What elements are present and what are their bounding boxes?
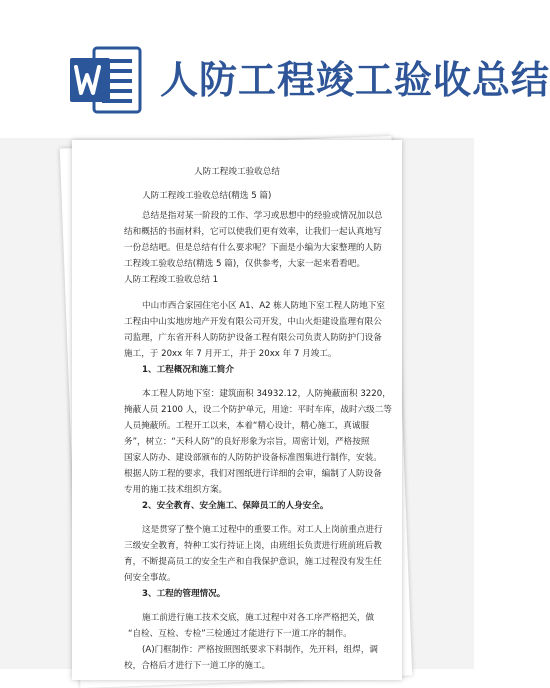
doc-line: 务”，树立：“天科人防”的良好形象为宗旨，周密计划，严格按照 xyxy=(124,437,370,447)
doc-line: “自检、互检、专检”三检通过才能进行下一道工序的制作。 xyxy=(128,629,352,639)
banner-title: 人防工程竣工验收总结 xyxy=(160,57,550,102)
doc-line: 人员掩蔽所。工程开工以来，本着“精心设计，精心施工，真诚服 xyxy=(124,421,370,431)
document-title: 人防工程竣工验收总结 xyxy=(194,167,280,177)
doc-line: 本工程人防地下室：建筑面积 34932.12，人防掩蔽面积 3220， xyxy=(142,389,391,399)
section-heading: 1、工程概况和施工简介 xyxy=(142,365,234,375)
doc-line: (A)门框制作：严格按照图纸要求下料制作，先开料，组焊，调 xyxy=(142,645,379,655)
doc-line: 施工前进行施工技术交底，施工过程中对各工序严格把关，做 xyxy=(142,613,375,623)
doc-line: 司监理，广东省开科人防防护设备工程有限公司负责人防防护门设备 xyxy=(124,333,382,343)
doc-line: 结和概括的书面材料，它可以使我们更有效率，让我们一起认真地写 xyxy=(124,227,382,237)
doc-line: 工程由中山实地房地产开发有限公司开发，中山火炬建设监理有限公 xyxy=(124,317,382,327)
document-preview xyxy=(0,138,474,669)
banner xyxy=(0,0,550,138)
doc-line: 专用的施工技术组织方案。 xyxy=(124,485,228,495)
document-page xyxy=(72,140,402,680)
doc-line: 校，合格后才进行下一道工序的施工。 xyxy=(124,661,271,671)
doc-line: 育，不断提高员工的安全生产和自我保护意识，施工过程没有发生任 xyxy=(124,557,382,567)
doc-line: 施工，于 20xx 年 7 月开工，并于 20xx 年 7 月竣工。 xyxy=(124,349,337,359)
doc-line: 总结是指对某一阶段的工作、学习或思想中的经验或情况加以总 xyxy=(142,211,383,221)
word-icon xyxy=(68,42,144,118)
doc-line: 这是贯穿了整个施工过程中的重要工作。对工人上岗前重点进行 xyxy=(142,525,383,535)
doc-line: 工程竣工验收总结(精选 5 篇)，仅供参考，大家一起来看看吧。 xyxy=(124,259,366,269)
doc-line: 国家人防办、建设部颁布的人防防护设备标准图集进行制作，安装。 xyxy=(124,453,382,463)
doc-line: 何安全事故。 xyxy=(124,573,176,583)
section-heading: 人防工程竣工验收总结 1 xyxy=(124,275,219,285)
section-heading: 3、工程的管理情况。 xyxy=(142,589,226,599)
doc-line: 中山市西合家园住宅小区 A1、A2 栋人防地下室工程人防地下室 xyxy=(142,301,386,311)
doc-line: 人防工程竣工验收总结(精选 5 篇) xyxy=(142,191,272,201)
doc-line: 根据人防工程的要求，我们对图纸进行详细的会审，编制了人防设备 xyxy=(124,469,382,479)
doc-line: 掩蔽人员 2100 人，设二个防护单元，用途：平时车库，战时六级二等 xyxy=(124,405,392,415)
doc-line: 一份总结吧。但是总结有什么要求呢？下面是小编为大家整理的人防 xyxy=(124,243,382,253)
doc-line: 三级安全教育，特种工实行持证上岗，由班组长负责进行班前班后教 xyxy=(124,541,382,551)
section-heading: 2、安全教育、安全施工、保障员工的人身安全。 xyxy=(142,501,329,511)
